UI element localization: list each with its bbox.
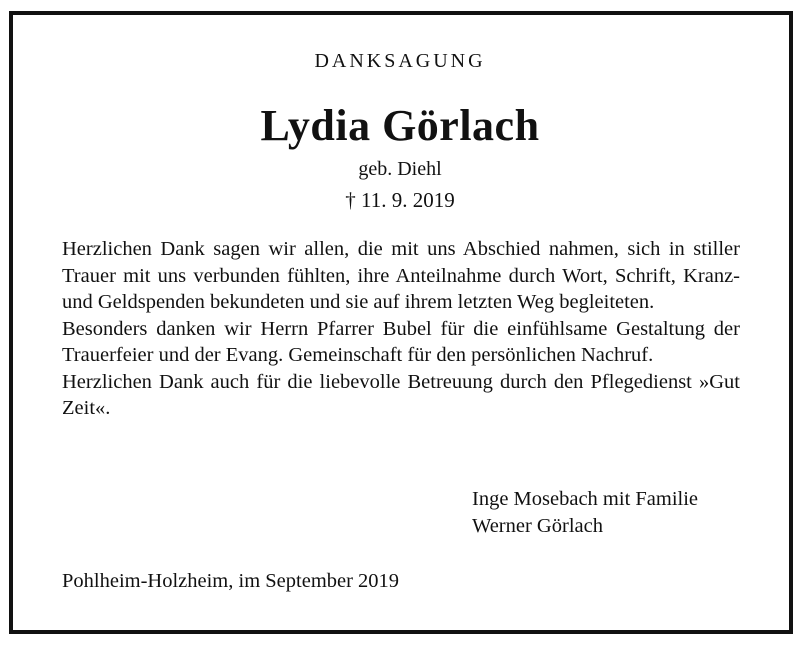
thanks-paragraph: Herzlichen Dank auch für die liebevolle Betreuung durch den Pflegedienst »Gut Zeit«.: [62, 370, 740, 419]
signer: Inge Mosebach mit Familie: [472, 488, 699, 510]
birth-name: geb. Diehl: [358, 158, 442, 180]
thanks-paragraph: Besonders danken wir Herrn Pfarrer Bubel für die einfühlsame Gestaltung der Trauerfeier und der Evang. Gemeinschaft für den persönlichen Nachruf.: [62, 317, 740, 366]
death-date: † 11. 9. 2019: [345, 188, 455, 212]
thanks-paragraph: Herzlichen Dank sagen wir allen, die mit uns Abschied nahmen, sich in stiller Trauer mit uns verbunden fühlten, ihre Anteilnahme durch Wort, Schrift, Kranz- und Geldspenden bekundeten und sie auf ihrem letzten Weg begleiteten.: [62, 238, 740, 313]
signers: [472, 486, 698, 539]
signer: Werner Görlach: [472, 514, 603, 537]
notice-heading: DANKSAGUNG: [314, 50, 486, 72]
place-and-date: Pohlheim-Holzheim, im September 2019: [62, 570, 400, 592]
deceased-name: Lydia Görlach: [260, 101, 540, 150]
thanks-text: [62, 236, 740, 422]
